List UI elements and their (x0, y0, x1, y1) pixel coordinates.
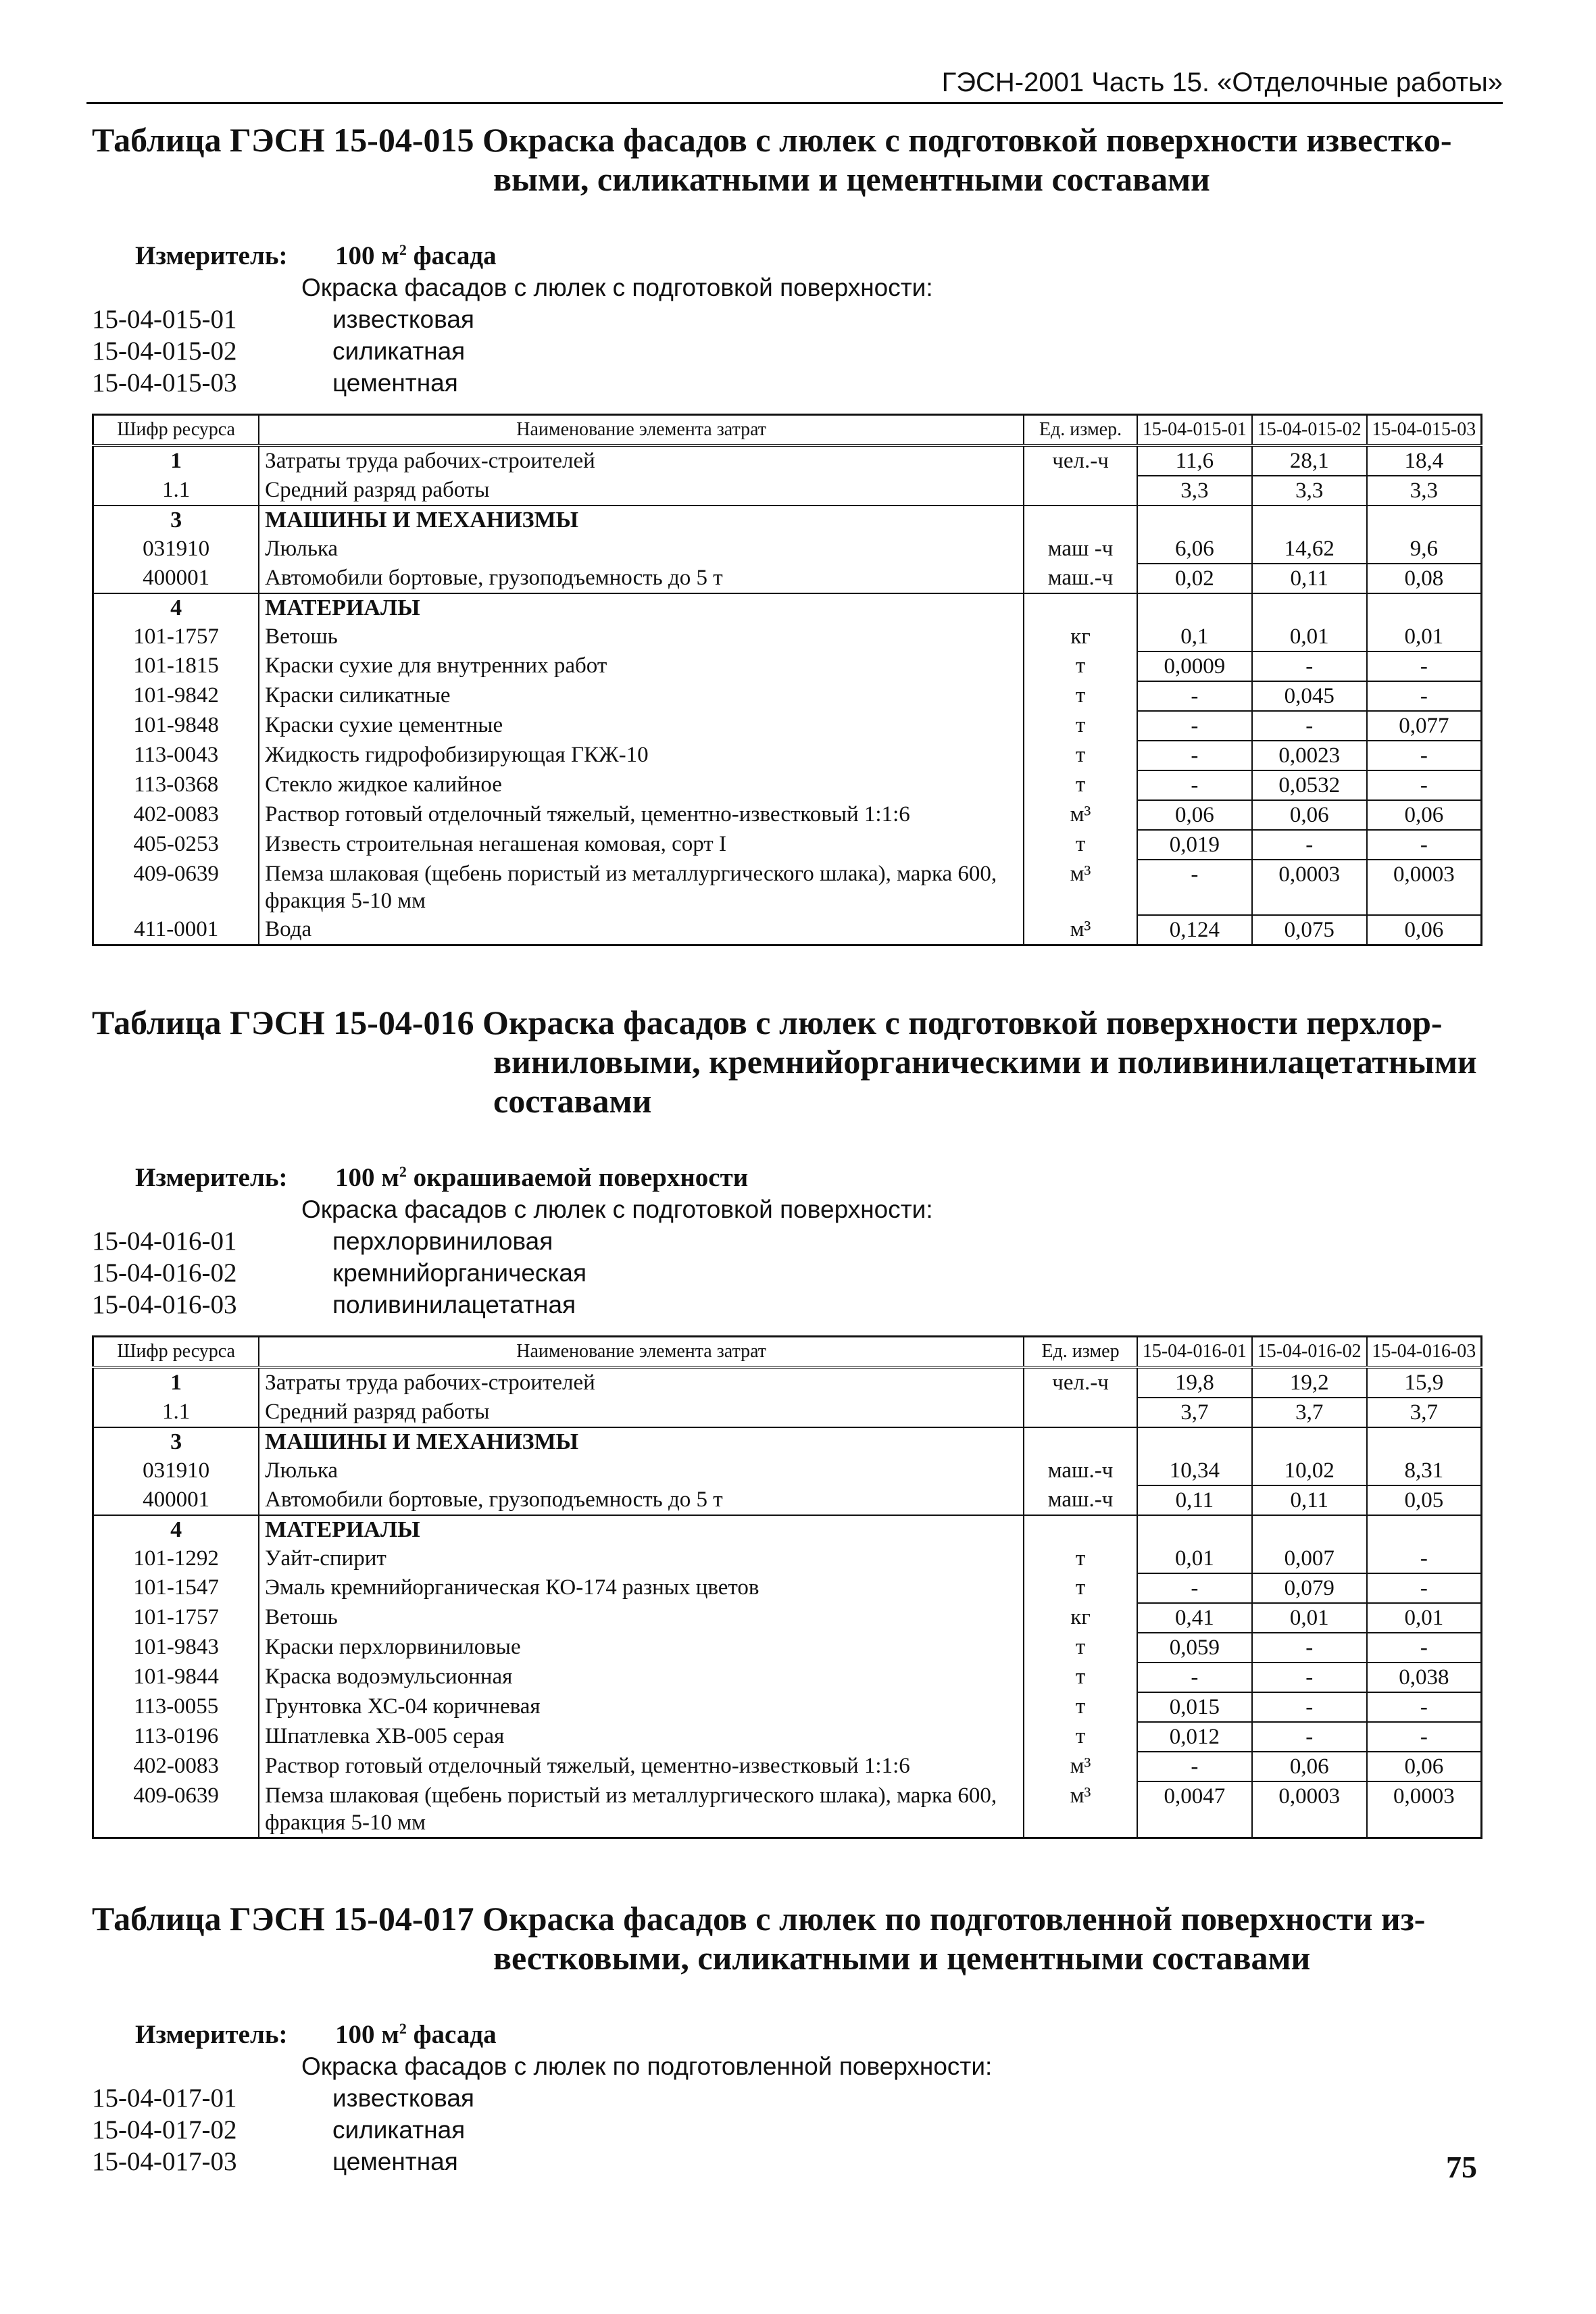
table-row (93, 741, 1482, 770)
cell-code: 402-0083 (93, 800, 259, 830)
table-header-row (93, 415, 1482, 446)
cell-v2: 0,075 (1252, 915, 1367, 945)
cell-unit: чел.-ч (1024, 445, 1137, 476)
cell-v1: 19,8 (1137, 1367, 1252, 1398)
section-15-04-016 (92, 1003, 1497, 1839)
cell-v2: 0,007 (1252, 1544, 1367, 1573)
title-line-1: Таблица ГЭСН 15-04-015 Окраска фасадов с люлек с подготовкой поверхности известко- (92, 121, 1452, 159)
cell-v3: - (1367, 681, 1482, 711)
cell-name: МАТЕРИАЛЫ (259, 593, 1024, 622)
cell-v1: 0,0047 (1137, 1781, 1252, 1838)
table-group-row (93, 1427, 1482, 1456)
table-row (93, 1752, 1482, 1781)
resource-table (92, 414, 1482, 946)
table-header-row (93, 1337, 1482, 1368)
cell-v2 (1252, 506, 1367, 535)
cell-v1: - (1137, 770, 1252, 800)
cell-unit (1024, 1398, 1137, 1427)
cell-unit: т (1024, 1633, 1137, 1663)
cell-unit: т (1024, 770, 1137, 800)
cell-v2: 0,01 (1252, 1603, 1367, 1633)
cell-unit: чел.-ч (1024, 1367, 1137, 1398)
cell-unit: м³ (1024, 1781, 1137, 1838)
cell-unit: маш.-ч (1024, 1485, 1137, 1515)
table-row (93, 711, 1482, 741)
col-header-unit: Ед. измер (1024, 1337, 1137, 1368)
cell-name: Автомобили бортовые, грузоподъемность до 5 т (259, 564, 1024, 593)
meter-label: Измеритель: (135, 241, 288, 270)
table-row (93, 535, 1482, 564)
cell-name: Жидкость гидрофобизирующая ГКЖ-10 (259, 741, 1024, 770)
cell-v1: - (1137, 1663, 1252, 1692)
cell-unit: т (1024, 830, 1137, 860)
cell-unit: м³ (1024, 800, 1137, 830)
cell-code: 113-0196 (93, 1722, 259, 1752)
cell-v3: 0,06 (1367, 800, 1482, 830)
cell-v2: - (1252, 1663, 1367, 1692)
cell-v2: 19,2 (1252, 1367, 1367, 1398)
col-header-norm-3: 15-04-016-03 (1367, 1337, 1482, 1368)
cell-v2: 0,06 (1252, 1752, 1367, 1781)
cell-v3: - (1367, 1633, 1482, 1663)
cell-v1 (1137, 506, 1252, 535)
title-line-2: виниловыми, кремнийорганическими и поливинилацетатными (493, 1043, 1477, 1081)
page-number: 75 (1446, 2150, 1477, 2184)
table-row (93, 1573, 1482, 1603)
cell-v1: 0,059 (1137, 1633, 1252, 1663)
cell-v2: 10,02 (1252, 1456, 1367, 1485)
cell-v3: 0,0003 (1367, 1781, 1482, 1838)
cell-unit (1024, 506, 1137, 535)
meter-label: Измеритель: (135, 2020, 288, 2049)
meter-value: 100 $м^2$ фасада (335, 241, 497, 270)
table-row (93, 1722, 1482, 1752)
work-description: Окраска фасадов с люлек по подготовленной поверхности: (301, 2052, 993, 2080)
col-header-norm-1: 15-04-015-01 (1137, 415, 1252, 446)
cell-unit (1024, 1515, 1137, 1544)
table-row (93, 1456, 1482, 1485)
cell-v2 (1252, 593, 1367, 622)
cell-code: 1.1 (93, 476, 259, 506)
cell-v1: - (1137, 681, 1252, 711)
col-header-unit: Ед. измер. (1024, 415, 1137, 446)
table-group-row (93, 506, 1482, 535)
cell-v1: 0,11 (1137, 1485, 1252, 1515)
code-item: 15-04-017-01 известковая (92, 2084, 474, 2113)
cell-v1 (1137, 1427, 1252, 1456)
cell-unit: т (1024, 711, 1137, 741)
cell-code: 411-0001 (93, 915, 259, 945)
cell-name: Уайт-спирит (259, 1544, 1024, 1573)
cell-code: 1 (93, 1367, 259, 1398)
cell-v1: 0,41 (1137, 1603, 1252, 1633)
cell-code: 3 (93, 506, 259, 535)
table-group-row (93, 593, 1482, 622)
cell-name: Средний разряд работы (259, 476, 1024, 506)
cell-v1: - (1137, 1573, 1252, 1603)
work-description: Окраска фасадов с люлек с подготовкой поверхности: (301, 1196, 933, 1223)
table-row (93, 915, 1482, 945)
col-header-norm-3: 15-04-015-03 (1367, 415, 1482, 446)
table-row (93, 860, 1482, 915)
cell-v3 (1367, 1427, 1482, 1456)
code-item: 15-04-016-01 перхлорвиниловая (92, 1227, 553, 1256)
cell-v3: 0,01 (1367, 1603, 1482, 1633)
cell-name: Краски сухие для внутренних работ (259, 651, 1024, 681)
cell-name: Ветошь (259, 1603, 1024, 1633)
cell-unit (1024, 476, 1137, 506)
table-group-row (93, 1515, 1482, 1544)
table-row (93, 1663, 1482, 1692)
cell-v3: 0,0003 (1367, 860, 1482, 915)
cell-v2: 0,11 (1252, 564, 1367, 593)
cell-unit: м³ (1024, 915, 1137, 945)
col-header-name: Наименование элемента затрат (259, 1337, 1024, 1368)
meter-line (92, 1156, 1497, 1194)
cell-code: 409-0639 (93, 860, 259, 915)
cell-code: 101-9842 (93, 681, 259, 711)
code-item: 15-04-016-02 кремнийорганическая (92, 1258, 587, 1287)
cell-v3 (1367, 1515, 1482, 1544)
work-description: Окраска фасадов с люлек с подготовкой поверхности: (301, 274, 933, 301)
cell-v3: 3,7 (1367, 1398, 1482, 1427)
cell-code: 113-0043 (93, 741, 259, 770)
cell-v2: 0,079 (1252, 1573, 1367, 1603)
table-row (93, 476, 1482, 506)
cell-name: Люлька (259, 1456, 1024, 1485)
cell-code: 1.1 (93, 1398, 259, 1427)
code-item: 15-04-016-03 поливинилацетатная (92, 1290, 576, 1319)
section-15-04-017 (92, 1899, 1497, 2177)
cell-unit: кг (1024, 1603, 1137, 1633)
cell-name: Пемза шлаковая (щебень пористый из металлургического шлака), марка 600, фракция 5-10 мм (259, 1781, 1024, 1838)
cell-code: 4 (93, 593, 259, 622)
cell-v2: 3,7 (1252, 1398, 1367, 1427)
cell-code: 101-1547 (93, 1573, 259, 1603)
cell-unit (1024, 1427, 1137, 1456)
cell-name: Известь строительная негашеная комовая, сорт I (259, 830, 1024, 860)
cell-v1: - (1137, 860, 1252, 915)
table-row (93, 681, 1482, 711)
cell-code: 101-1292 (93, 1544, 259, 1573)
table-row (93, 1603, 1482, 1633)
title-line-3: составами (493, 1082, 652, 1120)
cell-name: Средний разряд работы (259, 1398, 1024, 1427)
table-row (93, 1367, 1482, 1398)
cell-v1: - (1137, 711, 1252, 741)
cell-code: 101-1815 (93, 651, 259, 681)
cell-v2: - (1252, 1633, 1367, 1663)
cell-v2: 0,0003 (1252, 1781, 1367, 1838)
table-row (93, 800, 1482, 830)
cell-code: 400001 (93, 564, 259, 593)
cell-unit: маш -ч (1024, 535, 1137, 564)
cell-v1: 0,124 (1137, 915, 1252, 945)
table-row (93, 830, 1482, 860)
code-item: 15-04-015-02 силикатная (92, 337, 466, 366)
cell-v2: 28,1 (1252, 445, 1367, 476)
cell-name: Краска водоэмульсионная (259, 1663, 1024, 1692)
cell-code: 101-9848 (93, 711, 259, 741)
cell-name: Люлька (259, 535, 1024, 564)
cell-v2: - (1252, 651, 1367, 681)
cell-code: 113-0055 (93, 1692, 259, 1722)
cell-v3: 0,06 (1367, 1752, 1482, 1781)
cell-code: 101-9844 (93, 1663, 259, 1692)
cell-v3: - (1367, 770, 1482, 800)
cell-v1: 0,019 (1137, 830, 1252, 860)
meter-label: Измеритель: (135, 1163, 288, 1192)
cell-v3: 0,038 (1367, 1663, 1482, 1692)
cell-v1: 11,6 (1137, 445, 1252, 476)
cell-name: Шпатлевка ХВ-005 серая (259, 1722, 1024, 1752)
cell-v3: 8,31 (1367, 1456, 1482, 1485)
cell-name: Грунтовка ХС-04 коричневая (259, 1692, 1024, 1722)
cell-v3: 0,08 (1367, 564, 1482, 593)
cell-v1: 3,7 (1137, 1398, 1252, 1427)
cell-unit: т (1024, 681, 1137, 711)
cell-code: 400001 (93, 1485, 259, 1515)
cell-name: Автомобили бортовые, грузоподъемность до 5 т (259, 1485, 1024, 1515)
table-row (93, 445, 1482, 476)
cell-v3: 0,01 (1367, 622, 1482, 651)
cell-v1: 3,3 (1137, 476, 1252, 506)
cell-v2: 0,06 (1252, 800, 1367, 830)
cell-v3: 3,3 (1367, 476, 1482, 506)
cell-unit: т (1024, 1573, 1137, 1603)
cell-code: 101-1757 (93, 1603, 259, 1633)
cell-name: Затраты труда рабочих-строителей (259, 445, 1024, 476)
cell-v3: 18,4 (1367, 445, 1482, 476)
cell-code: 031910 (93, 535, 259, 564)
cell-code: 1 (93, 445, 259, 476)
section-15-04-015 (92, 120, 1497, 946)
col-header-code: Шифр ресурса (93, 1337, 259, 1368)
cell-v2: 0,0532 (1252, 770, 1367, 800)
cell-v1: 0,1 (1137, 622, 1252, 651)
cell-code: 3 (93, 1427, 259, 1456)
cell-unit: маш.-ч (1024, 1456, 1137, 1485)
code-list (92, 2082, 1497, 2177)
cell-v3: - (1367, 741, 1482, 770)
cell-code: 405-0253 (93, 830, 259, 860)
cell-unit (1024, 593, 1137, 622)
cell-name: Краски сухие цементные (259, 711, 1024, 741)
cell-name: МАШИНЫ И МЕХАНИЗМЫ (259, 506, 1024, 535)
cell-v2: 0,0003 (1252, 860, 1367, 915)
cell-v2: 14,62 (1252, 535, 1367, 564)
table-row (93, 651, 1482, 681)
table-title (92, 1899, 1497, 1977)
col-header-norm-2: 15-04-015-02 (1252, 415, 1367, 446)
cell-name: Ветошь (259, 622, 1024, 651)
table-row (93, 1692, 1482, 1722)
cell-code: 101-9843 (93, 1633, 259, 1663)
cell-v1: 0,01 (1137, 1544, 1252, 1573)
table-row (93, 770, 1482, 800)
cell-code: 402-0083 (93, 1752, 259, 1781)
cell-unit: т (1024, 1722, 1137, 1752)
cell-name: Стекло жидкое калийное (259, 770, 1024, 800)
col-header-name: Наименование элемента затрат (259, 415, 1024, 446)
cell-code: 101-1757 (93, 622, 259, 651)
cell-v2: 3,3 (1252, 476, 1367, 506)
cell-code: 031910 (93, 1456, 259, 1485)
cell-v3: 0,06 (1367, 915, 1482, 945)
cell-unit: т (1024, 651, 1137, 681)
col-header-norm-2: 15-04-016-02 (1252, 1337, 1367, 1368)
cell-name: Вода (259, 915, 1024, 945)
cell-unit: т (1024, 1692, 1137, 1722)
cell-v2: - (1252, 1692, 1367, 1722)
cell-unit: м³ (1024, 860, 1137, 915)
table-row (93, 1781, 1482, 1838)
cell-v3: 0,077 (1367, 711, 1482, 741)
cell-v2: - (1252, 830, 1367, 860)
cell-v2: 0,0023 (1252, 741, 1367, 770)
cell-v3: - (1367, 651, 1482, 681)
title-line-1: Таблица ГЭСН 15-04-016 Окраска фасадов с люлек с подготовкой поверхности перхлор- (92, 1004, 1443, 1041)
title-line-1: Таблица ГЭСН 15-04-017 Окраска фасадов с люлек по подготовленной поверхности из- (92, 1900, 1426, 1938)
cell-v1: 0,0009 (1137, 651, 1252, 681)
table-title (92, 120, 1497, 199)
running-header: ГЭСН-2001 Часть 15. «Отделочные работы» (86, 68, 1503, 104)
code-list (92, 1225, 1497, 1321)
table-row (93, 1485, 1482, 1515)
cell-unit: маш.-ч (1024, 564, 1137, 593)
col-header-code: Шифр ресурса (93, 415, 259, 446)
cell-v2: - (1252, 1722, 1367, 1752)
table-row (93, 1398, 1482, 1427)
code-item: 15-04-015-01 известковая (92, 305, 474, 334)
meter-line (92, 2013, 1497, 2051)
title-line-2: выми, силикатными и цементными составами (493, 160, 1210, 198)
cell-code: 409-0639 (93, 1781, 259, 1838)
cell-unit: м³ (1024, 1752, 1137, 1781)
title-line-2: вестковыми, силикатными и цементными составами (493, 1939, 1311, 1977)
cell-v1: 6,06 (1137, 535, 1252, 564)
cell-name: Раствор готовый отделочный тяжелый, цементно-известковый 1:1:6 (259, 800, 1024, 830)
col-header-norm-1: 15-04-016-01 (1137, 1337, 1252, 1368)
cell-v1: 10,34 (1137, 1456, 1252, 1485)
cell-unit: т (1024, 741, 1137, 770)
table-title (92, 1003, 1497, 1121)
meter-line (92, 234, 1497, 272)
cell-name: Краски силикатные (259, 681, 1024, 711)
cell-code: 113-0368 (93, 770, 259, 800)
cell-v1: - (1137, 741, 1252, 770)
cell-v2: 0,045 (1252, 681, 1367, 711)
cell-name: МАШИНЫ И МЕХАНИЗМЫ (259, 1427, 1024, 1456)
cell-v1: 0,06 (1137, 800, 1252, 830)
cell-v3: 0,05 (1367, 1485, 1482, 1515)
code-list (92, 303, 1497, 399)
cell-v3: - (1367, 1722, 1482, 1752)
cell-name: МАТЕРИАЛЫ (259, 1515, 1024, 1544)
cell-v2: 0,01 (1252, 622, 1367, 651)
cell-unit: т (1024, 1544, 1137, 1573)
cell-v3: - (1367, 1573, 1482, 1603)
cell-v2 (1252, 1427, 1367, 1456)
table-row (93, 564, 1482, 593)
meter-value: 100 $м^2$ фасада (335, 2020, 497, 2049)
cell-v1: 0,015 (1137, 1692, 1252, 1722)
cell-v1 (1137, 593, 1252, 622)
cell-v3: - (1367, 1544, 1482, 1573)
meter-value: 100 $м^2$ окрашиваемой поверхности (335, 1163, 749, 1192)
cell-v1: 0,02 (1137, 564, 1252, 593)
cell-v1: 0,012 (1137, 1722, 1252, 1752)
cell-v3 (1367, 506, 1482, 535)
cell-v1 (1137, 1515, 1252, 1544)
table-row (93, 1544, 1482, 1573)
code-item: 15-04-015-03 цементная (92, 368, 458, 397)
cell-v3 (1367, 593, 1482, 622)
cell-v3: - (1367, 830, 1482, 860)
code-item: 15-04-017-03 цементная (92, 2147, 458, 2176)
cell-v3: 15,9 (1367, 1367, 1482, 1398)
cell-unit: т (1024, 1663, 1137, 1692)
cell-v3: - (1367, 1692, 1482, 1722)
cell-name: Краски перхлорвиниловые (259, 1633, 1024, 1663)
cell-v2: 0,11 (1252, 1485, 1367, 1515)
table-row (93, 622, 1482, 651)
resource-table (92, 1335, 1482, 1839)
cell-name: Эмаль кремнийорганическая КО-174 разных цветов (259, 1573, 1024, 1603)
cell-v2: - (1252, 711, 1367, 741)
cell-v2 (1252, 1515, 1367, 1544)
table-row (93, 1633, 1482, 1663)
cell-v1: - (1137, 1752, 1252, 1781)
cell-code: 4 (93, 1515, 259, 1544)
cell-name: Пемза шлаковая (щебень пористый из металлургического шлака), марка 600, фракция 5-10 мм (259, 860, 1024, 915)
cell-name: Раствор готовый отделочный тяжелый, цементно-известковый 1:1:6 (259, 1752, 1024, 1781)
cell-unit: кг (1024, 622, 1137, 651)
cell-name: Затраты труда рабочих-строителей (259, 1367, 1024, 1398)
code-item: 15-04-017-02 силикатная (92, 2115, 466, 2144)
cell-v3: 9,6 (1367, 535, 1482, 564)
